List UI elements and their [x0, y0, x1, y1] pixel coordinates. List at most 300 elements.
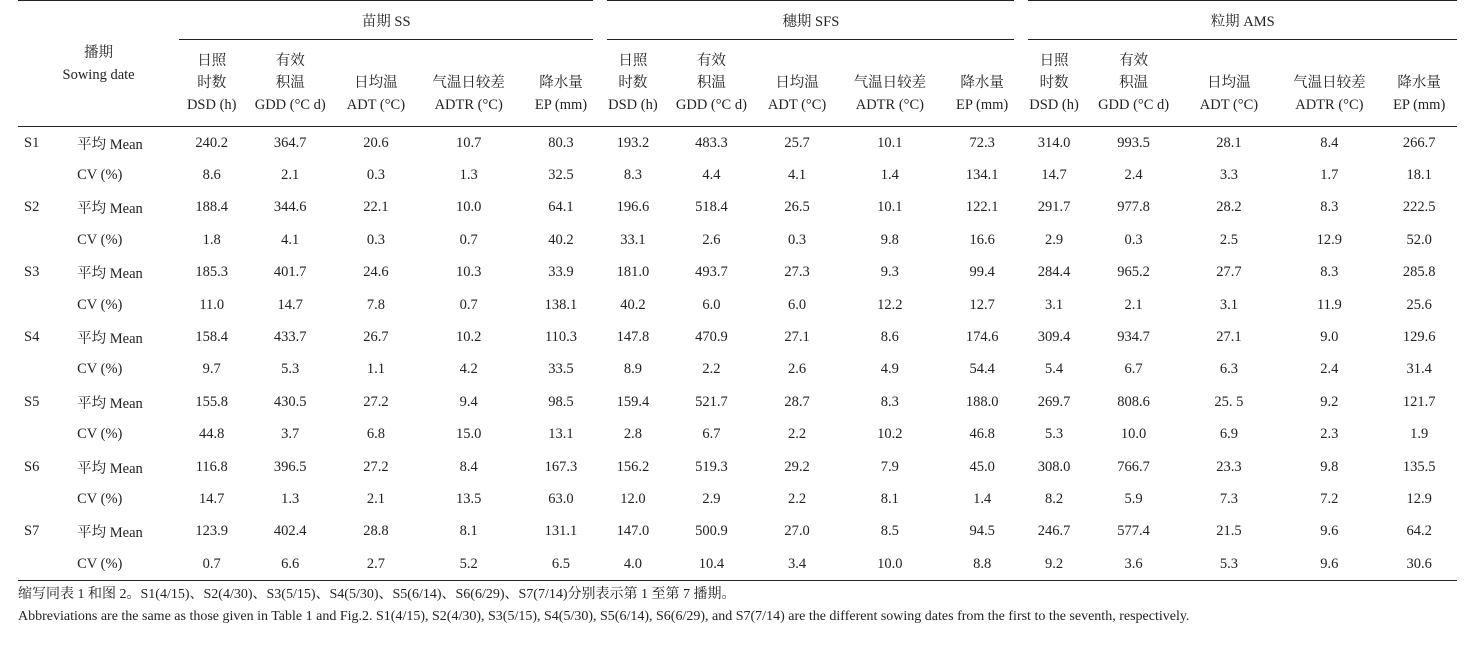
sowing-date-cell: S1	[24, 134, 40, 151]
value-cell: 14.7	[1041, 167, 1067, 184]
value-cell: 2.5	[1219, 231, 1238, 248]
value-cell: 2.9	[1045, 231, 1064, 248]
value-cell: 1.1	[366, 361, 385, 378]
column-header-line1: 有效	[696, 53, 726, 69]
value-cell: 28.8	[363, 523, 389, 540]
value-cell: 9.6	[1320, 555, 1339, 572]
value-cell: 18.1	[1406, 167, 1432, 184]
value-cell: 4.1	[281, 231, 300, 248]
value-cell: 1.9	[1410, 426, 1429, 443]
column-header-line2: 日均温	[775, 75, 819, 91]
value-cell: 808.6	[1117, 393, 1150, 410]
value-cell: 28.7	[784, 393, 810, 410]
column-header-line1	[336, 50, 416, 72]
column-header	[336, 40, 416, 127]
column-header	[600, 40, 665, 127]
value-cell: 7.3	[1219, 490, 1238, 507]
column-header	[522, 40, 601, 127]
value-cell: 64.2	[1406, 523, 1432, 540]
sowing-date-cell: S5	[24, 393, 40, 410]
value-cell: 309.4	[1037, 329, 1071, 346]
value-cell: 25.7	[784, 134, 810, 151]
statistic-cell: CV (%)	[77, 231, 123, 248]
value-cell: 3.6	[1124, 555, 1143, 572]
column-header-line1: 有效	[275, 53, 305, 69]
column-header-line3: ADTR (°C)	[855, 97, 924, 113]
value-cell: 33.1	[620, 231, 646, 248]
column-header-line3: DSD (h)	[1029, 97, 1079, 113]
value-cell: 6.7	[702, 426, 721, 443]
value-cell: 122.1	[965, 199, 999, 216]
value-cell: 6.9	[1219, 426, 1238, 443]
value-cell: 977.8	[1117, 199, 1150, 216]
value-cell: 12.0	[620, 490, 646, 507]
value-cell: 10.3	[455, 264, 482, 281]
value-cell: 26.7	[363, 329, 389, 346]
value-cell: 159.4	[616, 393, 650, 410]
value-cell: 401.7	[273, 264, 307, 281]
column-header	[1277, 40, 1381, 127]
value-cell: 285.8	[1402, 264, 1436, 281]
value-cell: 284.4	[1037, 264, 1071, 281]
value-cell: 1.7	[1320, 167, 1339, 184]
value-cell: 1.3	[459, 167, 478, 184]
value-cell: 10.0	[877, 555, 903, 572]
value-cell: 364.7	[273, 134, 307, 151]
value-cell: 94.5	[969, 523, 995, 540]
value-cell: 8.2	[1045, 490, 1064, 507]
value-cell: 15.0	[455, 426, 482, 443]
column-header	[416, 40, 522, 127]
value-cell: 8.4	[1320, 134, 1339, 151]
value-cell: 396.5	[273, 458, 307, 475]
column-header-line3: ADTR (°C)	[434, 97, 503, 113]
column-header	[1087, 40, 1181, 127]
table-row	[18, 257, 1457, 289]
value-cell: 28.2	[1216, 199, 1242, 216]
column-header-line1	[1381, 50, 1457, 72]
value-cell: 196.6	[616, 199, 650, 216]
value-cell: 131.1	[544, 523, 578, 540]
value-cell: 4.4	[702, 167, 721, 184]
value-cell: 2.6	[702, 231, 721, 248]
statistic-cell: 平均 Mean	[77, 331, 143, 348]
value-cell: 5.2	[459, 555, 478, 572]
value-cell: 6.0	[702, 296, 721, 313]
stub-header-line: Sowing date	[62, 66, 135, 83]
value-cell: 12.9	[1316, 231, 1343, 248]
column-header-line2: 日均温	[1207, 75, 1251, 91]
value-cell: 123.9	[195, 523, 229, 540]
column-header-line1: 日照	[197, 53, 227, 69]
column-header-line2: 时数	[197, 75, 227, 91]
value-cell: 12.7	[969, 296, 995, 313]
column-header-line1	[837, 50, 943, 72]
value-cell: 3.3	[1219, 167, 1238, 184]
value-cell: 99.4	[969, 264, 995, 281]
value-cell: 3.1	[1045, 296, 1064, 313]
value-cell: 24.6	[363, 264, 389, 281]
value-cell: 0.3	[366, 167, 385, 184]
value-cell: 9.8	[880, 231, 899, 248]
value-cell: 1.4	[973, 490, 992, 507]
column-header-line3: DSD (h)	[186, 97, 237, 113]
column-header-line1: 日照	[618, 53, 648, 69]
value-cell: 174.6	[965, 329, 999, 346]
value-cell: 156.2	[616, 458, 650, 475]
value-cell: 23.3	[1216, 458, 1242, 475]
value-cell: 9.4	[459, 393, 478, 410]
column-header	[179, 40, 244, 127]
value-cell: 188.0	[965, 393, 999, 410]
value-cell: 4.0	[623, 555, 642, 572]
value-cell: 3.1	[1219, 296, 1238, 313]
value-cell: 500.9	[695, 523, 728, 540]
table-footnotes	[18, 584, 1463, 628]
value-cell: 470.9	[695, 329, 728, 346]
value-cell: 27.0	[784, 523, 810, 540]
table-row	[18, 548, 1457, 581]
statistic-cell: 平均 Mean	[77, 136, 143, 153]
column-header	[1021, 40, 1086, 127]
column-header	[837, 40, 943, 127]
value-cell: 2.7	[366, 555, 385, 572]
value-cell: 993.5	[1117, 134, 1150, 151]
sowing-date-cell	[18, 483, 77, 515]
value-cell: 0.3	[1124, 231, 1143, 248]
value-cell: 8.1	[880, 490, 899, 507]
value-cell: 8.1	[459, 523, 478, 540]
climate-by-sowing-date-table	[18, 0, 1457, 581]
column-header	[943, 40, 1022, 127]
value-cell: 577.4	[1117, 523, 1150, 540]
column-header-line2: 积温	[1119, 75, 1149, 91]
column-header-line2: 气温日较差	[1293, 75, 1366, 91]
value-cell: 6.0	[788, 296, 807, 313]
data-table-container	[18, 0, 1457, 581]
statistic-cell: 平均 Mean	[77, 460, 143, 477]
value-cell: 134.1	[965, 167, 999, 184]
column-header-line3: DSD (h)	[608, 97, 658, 113]
value-cell: 33.5	[548, 361, 574, 378]
sowing-date-cell: S6	[24, 458, 40, 475]
group-header-0: 苗期 SS	[179, 1, 600, 40]
value-cell: 9.6	[1320, 523, 1339, 540]
value-cell: 518.4	[695, 199, 728, 216]
value-cell: 10.1	[877, 134, 903, 151]
value-cell: 6.3	[1219, 361, 1238, 378]
value-cell: 0.3	[788, 231, 807, 248]
value-cell: 2.1	[1124, 296, 1143, 313]
value-cell: 10.7	[455, 134, 482, 151]
table-row	[18, 224, 1457, 256]
value-cell: 1.4	[880, 167, 899, 184]
value-cell: 12.9	[1406, 490, 1432, 507]
value-cell: 433.7	[273, 329, 307, 346]
sowing-date-cell: S4	[24, 329, 40, 346]
value-cell: 7.2	[1320, 490, 1339, 507]
value-cell: 10.2	[877, 426, 903, 443]
value-cell: 20.6	[363, 134, 389, 151]
value-cell: 135.5	[1402, 458, 1436, 475]
column-header-line2: 日均温	[354, 75, 398, 91]
value-cell: 5.3	[281, 361, 300, 378]
value-cell: 2.1	[281, 167, 300, 184]
value-cell: 63.0	[548, 490, 574, 507]
value-cell: 10.2	[455, 329, 482, 346]
footnote-english: Abbreviations are the same as those given in Table 1 and Fig.2. S1(4/15), S2(4/30), S3(5/15), S4(5/30), S5(6/14), S6(6/29), and S7(7/14) are the different sowing dates from the first to the seventh, respectively.	[18, 609, 1190, 624]
column-header	[1181, 40, 1278, 127]
value-cell: 193.2	[616, 134, 650, 151]
header-row-columns	[18, 40, 1457, 127]
value-cell: 5.3	[1045, 426, 1064, 443]
stub-header-sowing-date	[18, 1, 179, 127]
sowing-date-cell: S3	[24, 264, 40, 281]
value-cell: 8.3	[1320, 199, 1339, 216]
value-cell: 27.1	[1216, 329, 1242, 346]
value-cell: 10.0	[1120, 426, 1147, 443]
value-cell: 13.1	[548, 426, 574, 443]
column-header-line2: 降水量	[539, 75, 583, 91]
value-cell: 4.9	[880, 361, 899, 378]
value-cell: 33.9	[548, 264, 574, 281]
value-cell: 32.5	[548, 167, 574, 184]
value-cell: 167.3	[544, 458, 578, 475]
column-header-line1	[943, 50, 1022, 72]
value-cell: 8.3	[1320, 264, 1339, 281]
value-cell: 110.3	[544, 329, 578, 346]
column-header-line3: ADT (°C)	[767, 97, 827, 113]
table-row	[18, 419, 1457, 451]
column-header-line1: 日照	[1039, 53, 1069, 69]
value-cell: 14.7	[199, 490, 225, 507]
value-cell: 4.1	[788, 167, 807, 184]
header-row-groups	[18, 1, 1457, 40]
column-header	[757, 40, 837, 127]
value-cell: 0.7	[202, 555, 221, 572]
table-row	[18, 321, 1457, 353]
value-cell: 8.8	[973, 555, 992, 572]
value-cell: 181.0	[616, 264, 650, 281]
value-cell: 493.7	[695, 264, 728, 281]
value-cell: 9.2	[1320, 393, 1339, 410]
value-cell: 6.5	[551, 555, 571, 572]
column-header-line3: GDD (°C d)	[675, 97, 747, 113]
value-cell: 27.3	[784, 264, 810, 281]
value-cell: 64.1	[548, 199, 574, 216]
table-row	[18, 289, 1457, 321]
table-row	[18, 127, 1457, 160]
value-cell: 22.1	[363, 199, 389, 216]
column-header-line1	[757, 50, 837, 72]
value-cell: 21.5	[1216, 523, 1242, 540]
sowing-date-cell: S7	[24, 523, 40, 540]
table-row	[18, 451, 1457, 483]
value-cell: 40.2	[548, 231, 574, 248]
column-header	[1381, 40, 1457, 127]
value-cell: 11.0	[199, 296, 225, 313]
value-cell: 8.3	[623, 167, 642, 184]
value-cell: 14.7	[277, 296, 303, 313]
value-cell: 9.8	[1320, 458, 1339, 475]
column-header-line2: 积温	[696, 75, 726, 91]
value-cell: 27.2	[363, 393, 389, 410]
value-cell: 29.2	[784, 458, 810, 475]
value-cell: 7.8	[366, 296, 385, 313]
statistic-cell: CV (%)	[77, 361, 123, 378]
value-cell: 308.0	[1037, 458, 1071, 475]
value-cell: 6.6	[281, 555, 300, 572]
value-cell: 10.4	[698, 555, 725, 572]
value-cell: 121.7	[1402, 393, 1436, 410]
statistic-cell: 平均 Mean	[77, 525, 143, 542]
value-cell: 30.6	[1406, 555, 1432, 572]
value-cell: 314.0	[1037, 134, 1071, 151]
value-cell: 9.0	[1320, 329, 1339, 346]
table-row	[18, 159, 1457, 191]
footnote-chinese: 缩写同表 1 和图 2。S1(4/15)、S2(4/30)、S3(5/15)、S4(5/30)、S5(6/14)、S6(6/29)、S7(7/14)分别表示第 1 至第 7 播期。	[18, 587, 736, 602]
sowing-date-cell	[18, 224, 77, 256]
value-cell: 4.2	[459, 361, 478, 378]
value-cell: 2.2	[788, 490, 807, 507]
value-cell: 26.5	[784, 199, 810, 216]
value-cell: 9.3	[880, 264, 899, 281]
group-header-2: 粒期 AMS	[1021, 1, 1457, 40]
value-cell: 8.9	[623, 361, 642, 378]
value-cell: 519.3	[695, 458, 728, 475]
value-cell: 269.7	[1037, 393, 1071, 410]
value-cell: 5.3	[1219, 555, 1238, 572]
value-cell: 11.9	[1316, 296, 1342, 313]
value-cell: 25. 5	[1214, 393, 1244, 410]
value-cell: 2.9	[702, 490, 721, 507]
value-cell: 222.5	[1402, 199, 1436, 216]
value-cell: 25.6	[1406, 296, 1432, 313]
column-header-line1	[416, 50, 522, 72]
sowing-date-cell	[18, 548, 77, 581]
column-header-line2: 时数	[1039, 75, 1069, 91]
value-cell: 80.3	[548, 134, 574, 151]
value-cell: 965.2	[1117, 264, 1150, 281]
value-cell: 2.2	[702, 361, 721, 378]
value-cell: 52.0	[1406, 231, 1432, 248]
value-cell: 54.4	[969, 361, 995, 378]
value-cell: 9.2	[1045, 555, 1064, 572]
value-cell: 8.3	[880, 393, 899, 410]
value-cell: 5.9	[1124, 490, 1143, 507]
value-cell: 13.5	[455, 490, 482, 507]
value-cell: 934.7	[1117, 329, 1150, 346]
value-cell: 31.4	[1406, 361, 1432, 378]
value-cell: 5.4	[1045, 361, 1064, 378]
value-cell: 28.1	[1216, 134, 1242, 151]
value-cell: 2.3	[1320, 426, 1339, 443]
value-cell: 2.6	[788, 361, 807, 378]
value-cell: 40.2	[620, 296, 646, 313]
stub-header-line: 播期	[84, 44, 114, 61]
value-cell: 46.8	[969, 426, 995, 443]
column-header-line3: GDD (°C d)	[1098, 97, 1170, 113]
value-cell: 8.6	[202, 167, 221, 184]
value-cell: 147.8	[616, 329, 650, 346]
value-cell: 2.8	[623, 426, 642, 443]
table-row	[18, 354, 1457, 386]
value-cell: 72.3	[969, 134, 995, 151]
value-cell: 138.1	[544, 296, 578, 313]
value-cell: 98.5	[548, 393, 574, 410]
value-cell: 27.2	[363, 458, 389, 475]
value-cell: 16.6	[969, 231, 995, 248]
statistic-cell: CV (%)	[77, 296, 123, 313]
statistic-cell: CV (%)	[77, 426, 123, 443]
column-header-line1	[522, 50, 601, 72]
value-cell: 3.7	[281, 426, 300, 443]
table-row	[18, 483, 1457, 515]
column-header-line3: ADTR (°C)	[1295, 97, 1364, 113]
column-header	[666, 40, 758, 127]
value-cell: 185.3	[195, 264, 229, 281]
value-cell: 129.6	[1402, 329, 1436, 346]
value-cell: 158.4	[195, 329, 229, 346]
statistic-cell: 平均 Mean	[77, 201, 143, 218]
column-header-line1	[1277, 50, 1381, 72]
value-cell: 10.1	[877, 199, 903, 216]
statistic-cell: CV (%)	[77, 555, 123, 572]
value-cell: 0.3	[366, 231, 385, 248]
value-cell: 147.0	[616, 523, 650, 540]
value-cell: 240.2	[195, 134, 229, 151]
column-header-line3: ADT (°C)	[346, 97, 406, 113]
value-cell: 2.4	[1320, 361, 1339, 378]
value-cell: 188.4	[195, 199, 229, 216]
value-cell: 246.7	[1037, 523, 1071, 540]
column-header-line2: 时数	[618, 75, 648, 91]
sowing-date-cell	[18, 419, 77, 451]
column-header-line3: ADT (°C)	[1199, 97, 1259, 113]
value-cell: 2.4	[1124, 167, 1143, 184]
value-cell: 1.3	[281, 490, 300, 507]
table-row	[18, 516, 1457, 548]
column-header-line3: EP (mm)	[1393, 97, 1446, 113]
value-cell: 27.1	[784, 329, 810, 346]
column-header-line2: 气温日较差	[432, 75, 505, 91]
value-cell: 8.5	[880, 523, 899, 540]
value-cell: 0.7	[459, 231, 478, 248]
sowing-date-cell: S2	[24, 199, 40, 216]
value-cell: 12.2	[877, 296, 903, 313]
value-cell: 402.4	[273, 523, 307, 540]
table-row	[18, 386, 1457, 418]
group-header-1: 穗期 SFS	[600, 1, 1021, 40]
column-header-line1	[1181, 50, 1278, 72]
column-header-line2: 气温日较差	[853, 75, 927, 91]
value-cell: 27.7	[1216, 264, 1242, 281]
value-cell: 8.6	[880, 329, 899, 346]
column-header-line3: EP (mm)	[534, 97, 588, 113]
value-cell: 430.5	[273, 393, 307, 410]
value-cell: 116.8	[195, 458, 228, 475]
value-cell: 291.7	[1037, 199, 1071, 216]
value-cell: 45.0	[969, 458, 995, 475]
value-cell: 266.7	[1402, 134, 1436, 151]
value-cell: 6.8	[366, 426, 385, 443]
column-header	[244, 40, 336, 127]
column-header-line1: 有效	[1119, 53, 1149, 69]
value-cell: 766.7	[1117, 458, 1150, 475]
value-cell: 9.7	[202, 361, 221, 378]
value-cell: 2.1	[366, 490, 385, 507]
value-cell: 1.8	[202, 231, 221, 248]
